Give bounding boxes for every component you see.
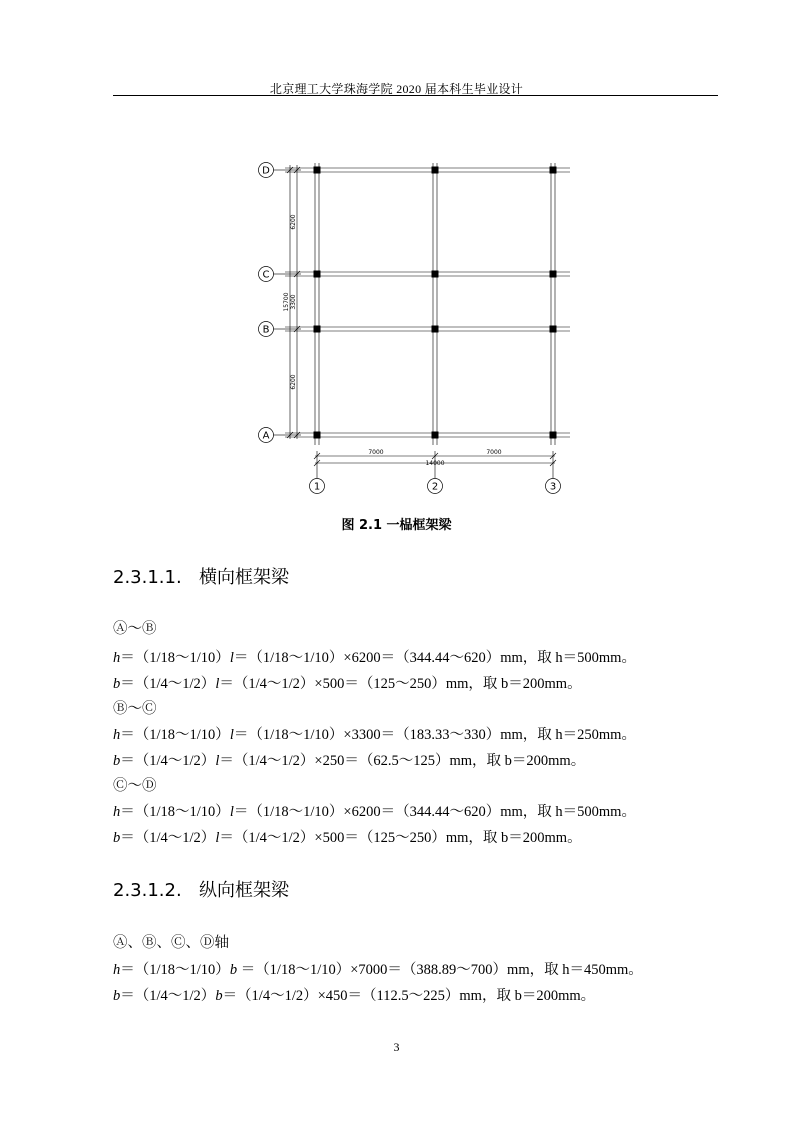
variable: b	[113, 676, 121, 692]
column-square	[550, 271, 557, 278]
axis-bubble	[259, 163, 274, 178]
column-square	[314, 326, 321, 333]
formula-text: ＝（1/4～1/2）	[120, 676, 216, 692]
variable: h	[113, 650, 121, 666]
column-square	[314, 432, 321, 439]
section-number: 2.3.1.2.	[113, 880, 182, 901]
calc-line	[113, 617, 157, 638]
column-square	[550, 167, 557, 174]
formula-text: ＝（1/18～1/10）	[120, 727, 230, 743]
dimension-label: 7000	[368, 449, 384, 456]
axis-bubble	[259, 267, 274, 282]
formula-text: Ⓑ～Ⓒ	[113, 701, 157, 717]
formula-text: ＝（1/18～1/10）×6200＝（344.44～620）mm，取 h＝500mm。	[233, 804, 636, 820]
formula-text: Ⓐ～Ⓑ	[113, 621, 157, 637]
variable: h	[113, 727, 121, 743]
variable: l	[215, 676, 220, 692]
formula-text: ＝（1/18～1/10）×6200＝（344.44～620）mm，取 h＝500mm。	[233, 650, 636, 666]
variable: b	[229, 962, 238, 978]
calc-line	[113, 749, 585, 770]
formula-text: ＝（1/4～1/2）	[120, 988, 216, 1004]
section-number: 2.3.1.1.	[113, 567, 182, 588]
dimension-label: 3300	[290, 294, 297, 310]
formula-text: ＝（1/18～1/10）×3300＝（183.33～330）mm，取 h＝250mm。	[233, 727, 636, 743]
axis-bubble	[428, 479, 443, 494]
dimension-label: 6200	[290, 214, 297, 230]
variable: l	[229, 804, 234, 820]
calc-line	[113, 697, 157, 718]
formula-text: ＝（1/18～1/10）	[120, 804, 230, 820]
column-square	[432, 326, 439, 333]
axis-label: 3	[549, 481, 557, 493]
axis-label: 2	[431, 481, 439, 493]
column-square	[314, 167, 321, 174]
formula-text: ＝（1/4～1/2）×500＝（125～250）mm，取 b＝200mm。	[219, 676, 582, 692]
formula-text: ＝（1/4～1/2）×450＝（112.5～225）mm，取 b＝200mm。	[222, 988, 596, 1004]
dimension-label: 7000	[486, 449, 502, 456]
formula-text: ＝（1/4～1/2）×250＝（62.5～125）mm，取 b＝200mm。	[219, 753, 586, 769]
calc-line	[113, 800, 636, 821]
formula-text: ＝（1/4～1/2）	[120, 830, 216, 846]
header-rule	[113, 95, 718, 96]
variable: l	[215, 753, 220, 769]
calc-line	[113, 774, 157, 795]
formula-text: ＝（1/4～1/2）	[120, 753, 216, 769]
variable: l	[229, 650, 234, 666]
column-square	[314, 271, 321, 278]
column-square	[432, 271, 439, 278]
calc-line	[113, 984, 595, 1005]
variable: b	[113, 830, 121, 846]
calc-line	[113, 958, 643, 979]
variable: b	[113, 753, 121, 769]
section-heading-longitudinal	[113, 876, 289, 902]
axis-label: C	[262, 269, 270, 281]
calc-line	[113, 931, 229, 952]
figure-caption: 图 2.1 一榀框架梁	[341, 518, 452, 533]
column-square	[550, 432, 557, 439]
axis-bubble	[259, 428, 274, 443]
calc-line	[113, 826, 582, 847]
column-square	[550, 326, 557, 333]
axis-label: B	[262, 324, 270, 336]
formula-text: ＝（1/18～1/10）	[120, 962, 230, 978]
formula-text: ＝（1/18～1/10）	[120, 650, 230, 666]
calc-line	[113, 723, 636, 744]
variable: l	[229, 727, 234, 743]
section-heading-transverse	[113, 563, 289, 589]
variable: b	[113, 988, 121, 1004]
frame-plan-drawing	[245, 155, 585, 500]
column-square	[432, 432, 439, 439]
axis-bubble	[546, 479, 561, 494]
axis-bubble	[259, 322, 274, 337]
formula-text: Ⓒ～Ⓓ	[113, 778, 157, 794]
page-header: 北京理工大学珠海学院 2020 届本科生毕业设计	[269, 82, 524, 96]
calc-line	[113, 672, 582, 693]
axis-label: D	[262, 165, 270, 177]
formula-text: ＝（1/4～1/2）×500＝（125～250）mm，取 b＝200mm。	[219, 830, 582, 846]
axis-bubble	[310, 479, 325, 494]
axis-label: A	[262, 430, 270, 442]
dimension-label: 6200	[290, 374, 297, 390]
section-title-text: 纵向框架梁	[199, 880, 289, 901]
section-title-text: 横向框架梁	[199, 567, 289, 588]
variable: h	[113, 962, 121, 978]
variable: b	[215, 988, 223, 1004]
column-square	[432, 167, 439, 174]
calc-line	[113, 646, 636, 667]
page-number: 3	[393, 1040, 400, 1054]
variable: l	[215, 830, 220, 846]
formula-text: ＝（1/18～1/10）×7000＝（388.89～700）mm，取 h＝450mm。	[237, 962, 643, 978]
axis-label: 1	[313, 481, 321, 493]
formula-text: Ⓐ、Ⓑ、Ⓒ、Ⓓ轴	[113, 935, 229, 951]
dimension-label: 14000	[425, 460, 445, 467]
variable: h	[113, 804, 121, 820]
dimension-label: 15700	[283, 292, 290, 312]
